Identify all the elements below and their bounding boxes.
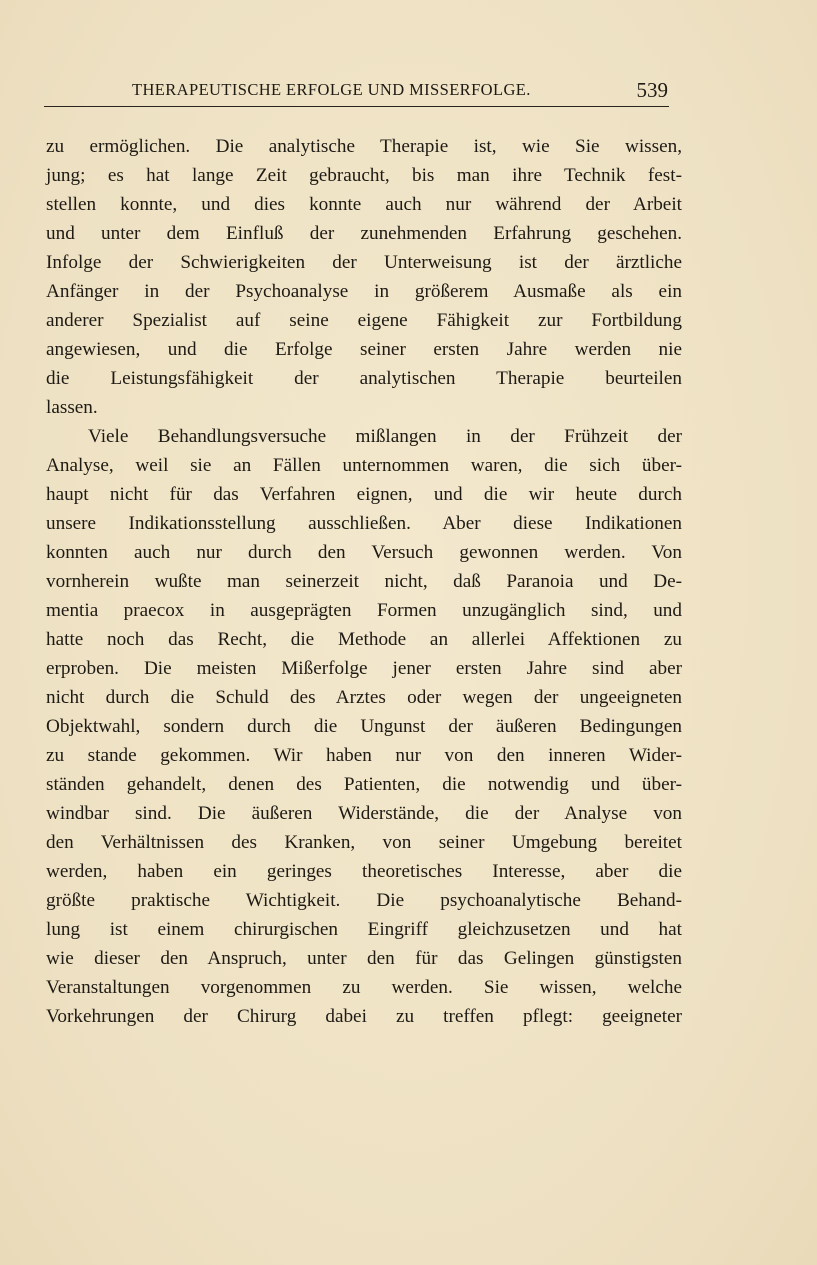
text-line: Viele Behandlungsversuche mißlangen in der Frühzeit der: [88, 426, 682, 447]
text-line: wie dieser den Anspruch, unter den für das Gelingen günstigsten: [46, 948, 682, 969]
text-line: hatte noch das Recht, die Methode an allerlei Affektionen zu: [46, 629, 682, 650]
text-line: anderer Spezialist auf seine eigene Fähigkeit zur Fortbildung: [46, 310, 682, 331]
text-line: größte praktische Wichtigkeit. Die psychoanalytische Behand-: [46, 890, 682, 911]
text-line: unsere Indikationsstellung ausschließen. Aber diese Indikationen: [46, 513, 682, 534]
text-line: zu ermöglichen. Die analytische Therapie ist, wie Sie wissen,: [46, 136, 682, 157]
running-head: THERAPEUTISCHE ERFOLGE UND MISSERFOLGE.: [132, 80, 531, 99]
text-line: Veranstaltungen vorgenommen zu werden. Sie wissen, welche: [46, 977, 682, 998]
text-line: angewiesen, und die Erfolge seiner ersten Jahre werden nie: [46, 339, 682, 360]
text-line: windbar sind. Die äußeren Widerstände, die der Analyse von: [46, 803, 682, 824]
text-line: stellen konnte, und dies konnte auch nur während der Arbeit: [46, 194, 682, 215]
text-line: und unter dem Einfluß der zunehmenden Erfahrung geschehen.: [46, 223, 682, 244]
text-line: vornherein wußte man seinerzeit nicht, daß Paranoia und De-: [46, 571, 682, 592]
text-line: mentia praecox in ausgeprägten Formen unzugänglich sind, und: [46, 600, 682, 621]
text-line: Vorkehrungen der Chirurg dabei zu treffen pflegt: geeigneter: [46, 1006, 682, 1027]
text-line: Infolge der Schwierigkeiten der Unterweisung ist der ärztliche: [46, 252, 682, 273]
text-line: jung; es hat lange Zeit gebraucht, bis man ihre Technik fest-: [46, 165, 682, 186]
text-line: nicht durch die Schuld des Arztes oder wegen der ungeeigneten: [46, 687, 682, 708]
text-line: Objektwahl, sondern durch die Ungunst der äußeren Bedingungen: [46, 716, 682, 737]
text-line: haupt nicht für das Verfahren eignen, und die wir heute durch: [46, 484, 682, 505]
page-header: [44, 76, 668, 106]
page-number: 539: [636, 78, 668, 102]
text-line: Anfänger in der Psychoanalyse in größerem Ausmaße als ein: [46, 281, 682, 302]
text-line: werden, haben ein geringes theoretisches Interesse, aber die: [46, 861, 682, 882]
body-text: [46, 132, 682, 1031]
header-rule: [44, 106, 669, 107]
text-line: ständen gehandelt, denen des Patienten, die notwendig und über-: [46, 774, 682, 795]
text-line: konnten auch nur durch den Versuch gewonnen werden. Von: [46, 542, 682, 563]
text-line: den Verhältnissen des Kranken, von seiner Umgebung bereitet: [46, 832, 682, 853]
text-line: lassen.: [46, 397, 98, 418]
text-line: zu stande gekommen. Wir haben nur von den inneren Wider-: [46, 745, 682, 766]
text-line: die Leistungsfähigkeit der analytischen Therapie beurteilen: [46, 368, 682, 389]
text-line: Analyse, weil sie an Fällen unternommen waren, die sich über-: [46, 455, 682, 476]
text-line: lung ist einem chirurgischen Eingriff gleichzusetzen und hat: [46, 919, 682, 940]
text-line: erproben. Die meisten Mißerfolge jener ersten Jahre sind aber: [46, 658, 682, 679]
